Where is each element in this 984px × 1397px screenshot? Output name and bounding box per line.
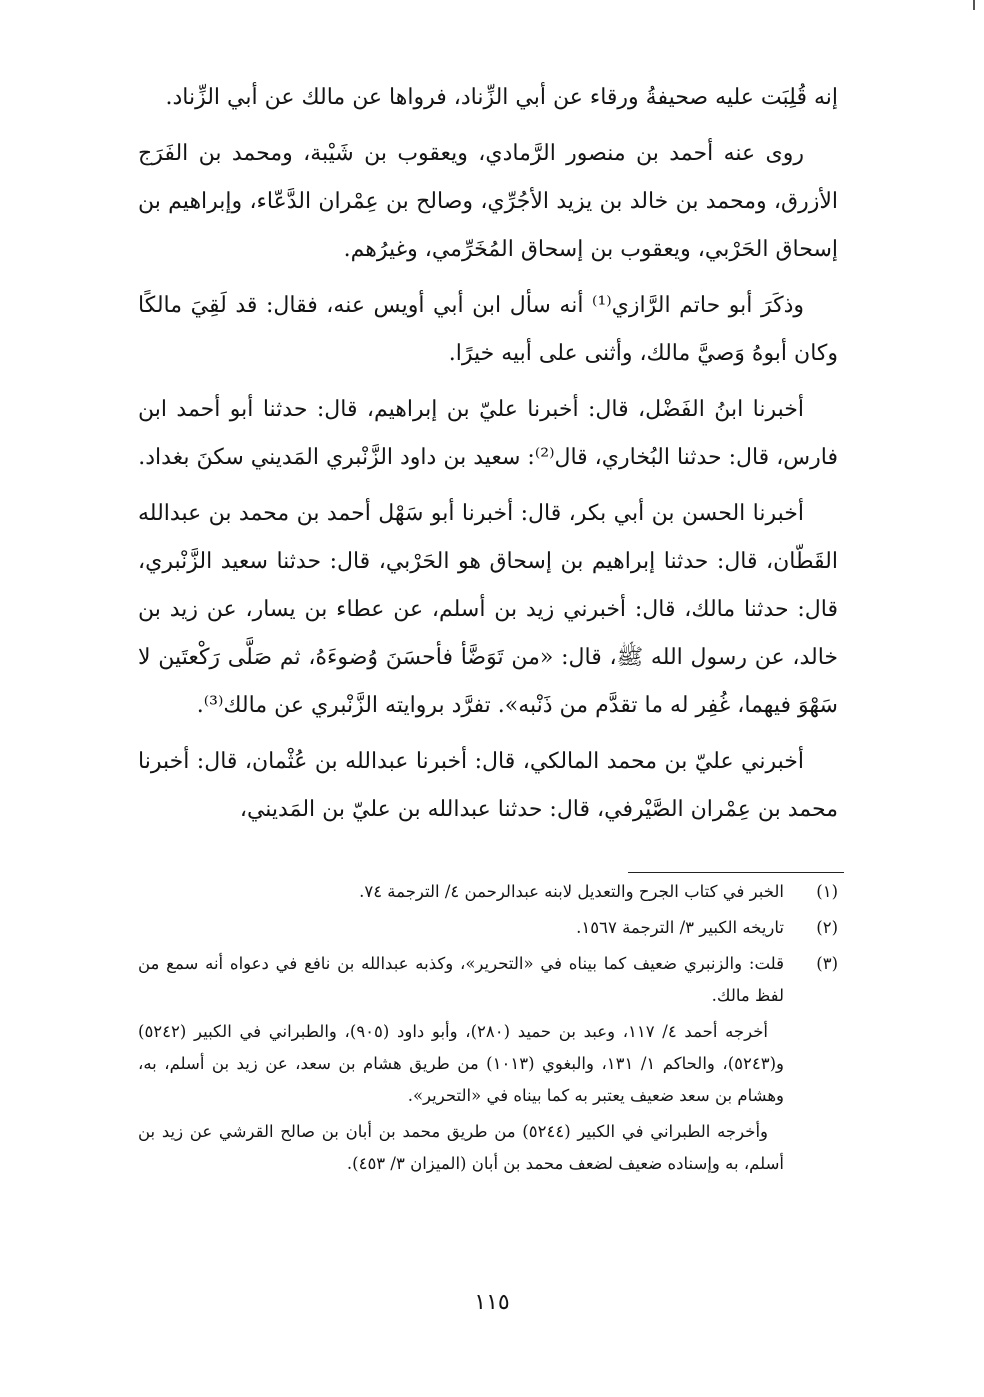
- paragraph: أخبرنا ابنُ الفَضْل، قال: أخبرنا عليّ بن إبراهيم، قال: حدثنا أبو أحمد ابن فارس، قال: حدثنا البُخاري، قال⁽²⁾: سعيد بن داود الزَّنْبري المَديني سكنَ بغداد.: [138, 397, 838, 470]
- footnote-subparagraph: وأخرجه الطبراني في الكبير (٥٢٤٤) من طريق محمد بن أبان بن صالح القرشي عن زيد بن أسلم، به وإسناده ضعيف لضعف محمد بن أبان (الميزان ٣/ ٤٥٣).: [138, 1122, 784, 1173]
- paragraph: وذكَرَ أبو حاتم الرَّازي⁽¹⁾ أنه سأل ابن أبي أويس عنه، فقال: قد لَقِيَ مالكًا وكان أبوهُ وَصيَّ مالك، وأثنى على أبيه خيرًا.: [138, 293, 838, 366]
- footnote-text: الخبر في كتاب الجرح والتعديل لابنه عبدالرحمن ٤/ الترجمة ٧٤.: [359, 882, 784, 901]
- footnote-number: (٢): [816, 918, 838, 937]
- footnote-subparagraph: أخرجه أحمد ٤/ ١١٧، وعبد بن حميد (٢٨٠)، وأبو داود (٩٠٥)، والطبراني في الكبير (٥٢٤٢) و(٥٢٤٣)، والحاكم ١/ ١٣١، والبغوي (١٠١٣) من طريق هشام بن سعد، عن زيد بن أسلم، به، وهشام بن سعد ضعيف يعتبر به كما بيناه في «التحرير».: [138, 1022, 784, 1105]
- page-number: ١١٥: [474, 1290, 510, 1315]
- footnotes: [138, 876, 838, 1184]
- footnote-divider: [628, 872, 844, 873]
- paragraph: أخبرنا الحسن بن أبي بكر، قال: أخبرنا أبو سَهْل أحمد بن محمد بن عبدالله القَطّان، قال: حدثنا إبراهيم بن إسحاق هو الحَرْبي، قال: حدثنا سعيد الزَّنْبري، قال: حدثنا مالك، قال: أخبرني زيد بن أسلم، عن عطاء بن يسار، عن زيد بن خالد، عن رسول الله ﷺ، قال: «من تَوَضَّأ فأحسَنَ وُضوءَهُ، ثم صَلَّى رَكْعتَين لا سَهْوَ فيهما، غُفِر له ما تقدَّم من ذَنْبه». تفرَّد بروايته الزَّنْبري عن مالك⁽³⁾.: [138, 501, 838, 718]
- paragraph: إنه قُلِبَت عليه صحيفةُ ورقاء عن أبي الزِّناد، فرواها عن مالك عن أبي الزِّناد.: [165, 85, 838, 110]
- edge-mark: [973, 0, 975, 10]
- footnote-text: قلت: والزنبري ضعيف كما بيناه في «التحرير»، وكذبه عبدالله بن نافع في دعواه أنه سمع من لفظ مالك.: [138, 954, 784, 1005]
- main-text: [138, 74, 838, 842]
- paragraph: أخبرني عليّ بن محمد المالكي، قال: أخبرنا عبدالله بن عُثْمان، قال: أخبرنا محمد بن عِمْران الصَّيْرفي، قال: حدثنا عبدالله بن عليّ بن المَديني،: [138, 749, 838, 822]
- footnote-text: تاريخه الكبير ٣/ الترجمة ١٥٦٧.: [576, 918, 784, 937]
- footnote-number: (٣): [816, 954, 838, 973]
- footnote-item: [138, 948, 838, 1184]
- footnote-item: [138, 876, 838, 912]
- footnote-item: [138, 912, 838, 948]
- footnote-number: (١): [816, 882, 838, 901]
- paragraph: روى عنه أحمد بن منصور الرَّمادي، ويعقوب بن شَيْبة، ومحمد بن الفَرَج الأزرق، ومحمد بن خالد بن يزيد الأجُرِّي، وصالح بن عِمْران الدَّعّاء، وإبراهيم بن إسحاق الحَرْبي، ويعقوب بن إسحاق المُخَرِّمي، وغيرُهم.: [138, 141, 838, 262]
